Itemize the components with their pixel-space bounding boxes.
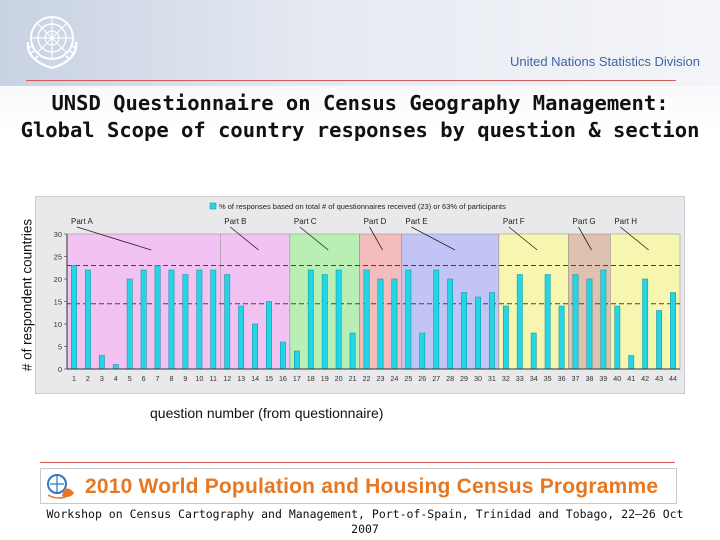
x-tick-label: 34: [529, 374, 538, 383]
x-tick-label: 32: [501, 374, 510, 383]
bar: [434, 270, 439, 369]
slide-title: UNSD Questionnaire on Census Geography Management: Global Scope of country responses by question & section: [20, 91, 700, 142]
un-emblem-logo: [20, 8, 84, 72]
bar: [350, 333, 355, 369]
bar: [336, 270, 341, 369]
footer-divider: [40, 462, 675, 463]
bar: [252, 324, 257, 369]
section-label: Part E: [405, 217, 428, 226]
bar: [559, 306, 564, 369]
org-name: United Nations Statistics Division: [509, 54, 700, 69]
x-tick-label: 18: [306, 374, 315, 383]
x-tick-label: 7: [155, 374, 160, 383]
y-axis-title-text: # of respondent countries: [19, 218, 35, 372]
bar: [461, 293, 466, 370]
bar: [517, 275, 522, 370]
x-tick-label: 44: [669, 374, 678, 383]
y-axis-title: [19, 196, 35, 394]
x-tick-label: 37: [571, 374, 580, 383]
x-tick-label: 5: [127, 374, 132, 383]
bar: [197, 270, 202, 369]
x-tick-label: 31: [487, 374, 496, 383]
bar: [503, 306, 508, 369]
y-tick-label: 25: [53, 252, 62, 262]
banner-text: 2010 World Population and Housing Census Programme: [85, 475, 659, 498]
bar: [406, 270, 411, 369]
bar: [211, 270, 216, 369]
x-tick-label: 38: [585, 374, 594, 383]
bar: [71, 266, 76, 370]
legend-swatch: [210, 203, 216, 209]
section-label: Part H: [614, 217, 638, 226]
x-tick-label: 23: [376, 374, 385, 383]
bar: [280, 342, 285, 369]
y-tick-label: 5: [57, 342, 62, 352]
x-tick-label: 8: [169, 374, 174, 383]
bar: [141, 270, 146, 369]
section-label: Part D: [363, 217, 387, 226]
workshop-caption: Workshop on Census Cartography and Management, Port-of-Spain, Trinidad and Tobago, 22–26 Oct 2007: [46, 507, 684, 536]
bar: [489, 293, 494, 370]
y-tick-label: 0: [57, 365, 62, 374]
x-tick-label: 12: [223, 374, 232, 383]
bar: [322, 275, 327, 370]
bar: [531, 333, 536, 369]
bar: [183, 275, 188, 370]
x-tick-label: 28: [446, 374, 455, 383]
bar: [99, 356, 104, 370]
chart: [35, 196, 685, 394]
bar: [225, 275, 230, 370]
x-tick-label: 42: [641, 374, 650, 383]
bar: [615, 306, 620, 369]
x-tick-label: 4: [113, 374, 118, 383]
x-tick-label: 13: [237, 374, 246, 383]
section-label: Part A: [71, 217, 93, 226]
bar: [392, 279, 397, 369]
bar: [85, 270, 90, 369]
x-tick-label: 29: [460, 374, 469, 383]
bar: [643, 279, 648, 369]
x-tick-label: 30: [473, 374, 482, 383]
bar: [475, 297, 480, 369]
x-tick-label: 24: [390, 374, 399, 383]
header-divider: [26, 80, 676, 81]
census-programme-banner: [40, 468, 677, 504]
x-tick-label: 22: [362, 374, 371, 383]
bar: [239, 306, 244, 369]
bar: [629, 356, 634, 370]
x-tick-label: 25: [404, 374, 413, 383]
bar: [587, 279, 592, 369]
x-tick-label: 9: [183, 374, 188, 383]
x-tick-label: 33: [515, 374, 524, 383]
bar: [573, 275, 578, 370]
section-label: Part G: [572, 217, 596, 226]
x-tick-label: 11: [209, 374, 218, 383]
x-tick-label: 3: [99, 374, 104, 383]
x-tick-label: 39: [599, 374, 608, 383]
x-tick-label: 15: [265, 374, 274, 383]
x-tick-label: 16: [278, 374, 287, 383]
bar: [656, 311, 661, 370]
bar: [308, 270, 313, 369]
bar: [447, 279, 452, 369]
y-tick-label: 20: [53, 275, 62, 284]
x-tick-label: 26: [418, 374, 427, 383]
y-tick-label: 15: [53, 297, 62, 307]
x-tick-label: 36: [557, 374, 566, 383]
bar: [670, 293, 675, 370]
census-programme-logo: [45, 471, 79, 501]
y-tick-label: 30: [53, 230, 62, 239]
bar: [294, 351, 299, 369]
x-tick-label: 6: [141, 374, 146, 383]
x-tick-label: 20: [334, 374, 343, 383]
bar: [127, 279, 132, 369]
y-tick-label: 10: [53, 320, 62, 329]
bar: [266, 302, 271, 370]
section-label: Part F: [502, 217, 525, 226]
x-tick-label: 40: [613, 374, 622, 383]
bar: [169, 270, 174, 369]
x-tick-label: 14: [251, 374, 260, 383]
x-tick-label: 17: [292, 374, 301, 383]
bar: [545, 275, 550, 370]
section-label: Part C: [293, 217, 317, 226]
x-axis-title: question number (from questionnaire): [150, 405, 384, 421]
x-tick-label: 2: [85, 374, 90, 383]
x-tick-label: 10: [195, 374, 204, 383]
header-band: [0, 0, 720, 86]
legend-label: % of responses based on total # of questionnaires received (23) or 63% of participants: [219, 202, 506, 211]
x-tick-label: 43: [655, 374, 664, 383]
bar: [364, 270, 369, 369]
bar: [113, 365, 118, 370]
x-tick-label: 1: [71, 374, 76, 383]
bar: [378, 279, 383, 369]
bar: [155, 266, 160, 370]
x-tick-label: 21: [348, 374, 357, 383]
bar: [601, 270, 606, 369]
x-tick-label: 19: [320, 374, 329, 383]
x-tick-label: 35: [543, 374, 552, 383]
x-tick-label: 41: [627, 374, 636, 383]
bar: [420, 333, 425, 369]
section-label: Part B: [224, 217, 247, 226]
x-tick-label: 27: [432, 374, 441, 383]
